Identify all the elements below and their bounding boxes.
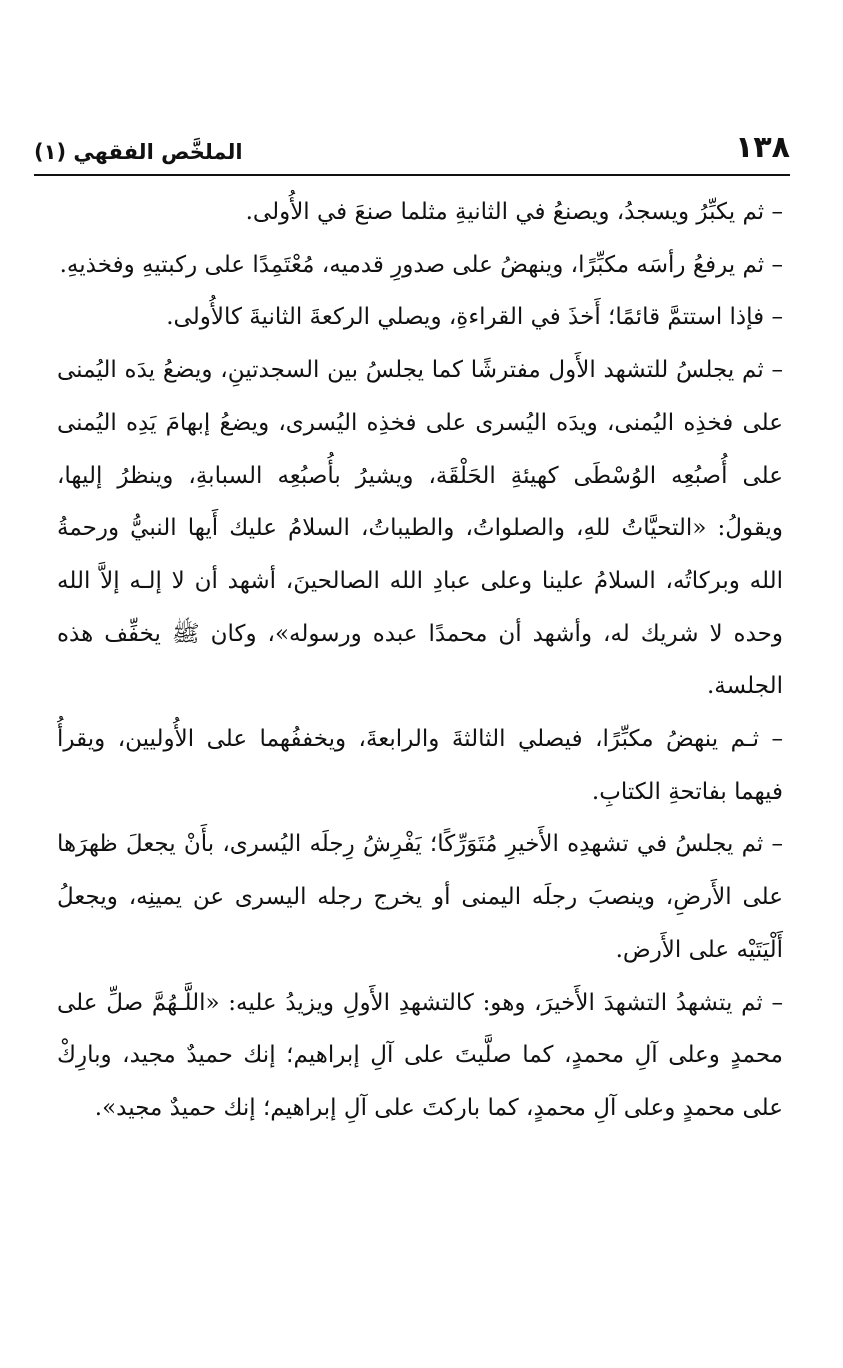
book-title: الملخَّص الفقهي (١) xyxy=(34,140,243,164)
page-header xyxy=(34,128,790,176)
paragraph-third-fourth-rakah: – ثـم ينهضُ مكبِّرًا، فيصلي الثالثةَ والرابعةَ، ويخففُهما على الأُوليين، ويقرأُ فيهما بفاتحةِ الكتابِ. xyxy=(57,726,783,805)
paragraph-final-sitting: – ثم يجلسُ في تشهدِه الأَخيرِ مُتَوَرِّكًا؛ يَفْرِشُ رِجلَه اليُسرى، بأَنْ يجعلَ ظهرَها على الأَرضِ، وينصبَ رجلَه اليمنى أو يخرج رجله اليسرى عن يمينِه، ويجعلُ أَلْيَتَيْه على الأَرض. xyxy=(57,831,783,963)
page-number: ١٣٨ xyxy=(735,130,790,165)
paragraph-rise-from-sujud: – ثم يرفعُ رأسَه مكبِّرًا، وينهضُ على صدورِ قدميه، مُعْتَمِدًا على ركبتيهِ وفخذيهِ. xyxy=(59,251,783,278)
body-text xyxy=(57,186,783,1135)
paragraph-final-tashahhud: – ثم يتشهدُ التشهدَ الأَخيرَ، وهو: كالتشهدِ الأَولِ ويزيدُ عليه: «اللَّـهُمَّ صلِّ على محمدٍ وعلى آلِ محمدٍ، كما صلَّيتَ على آلِ إبراهيم؛ إنك حميدٌ مجيد، وبارِكْ على محمدٍ وعلى آلِ محمدٍ، كما باركتَ على آلِ إبراهيم؛ إنك حميدٌ مجيد». xyxy=(57,989,783,1121)
paragraph-second-rakah: – فإذا استتمَّ قائمًا؛ أَخذَ في القراءةِ، ويصلي الركعةَ الثانيةَ كالأُولى. xyxy=(166,304,783,331)
paragraph-takbir-sujud: – ثم يكبِّرُ ويسجدُ، ويصنعُ في الثانيةِ مثلما صنعَ في الأُولى. xyxy=(245,199,783,225)
paragraph-first-tashahhud: – ثم يجلسُ للتشهد الأَول مفترشًا كما يجلسُ بين السجدتينِ، ويضعُ يدَه اليُمنى على فخذِه اليُمنى، ويدَه اليُسرى على فخذِه اليُسرى، ويضعُ إبهامَ يَدِه اليُمنى على أُصبُعِه الوُسْطَى كهيئةِ الحَلْقَة، ويشيرُ بأُصبُعِه السبابةِ، وينظرُ إليها، ويقولُ: «التحيَّاتُ للهِ، والصلواتُ، والطيباتُ، السلامُ عليك أَيها النبيُّ ورحمةُ الله وبركاتُه، السلامُ علينا وعلى عبادِ الله الصالحينَ، أشهد أن لا إلـه إلاَّ الله وحده لا شريك له، وأشهد أن محمدًا عبده ورسوله»، وكان ﷺ يخفِّف هذه الجلسة. xyxy=(57,357,783,700)
